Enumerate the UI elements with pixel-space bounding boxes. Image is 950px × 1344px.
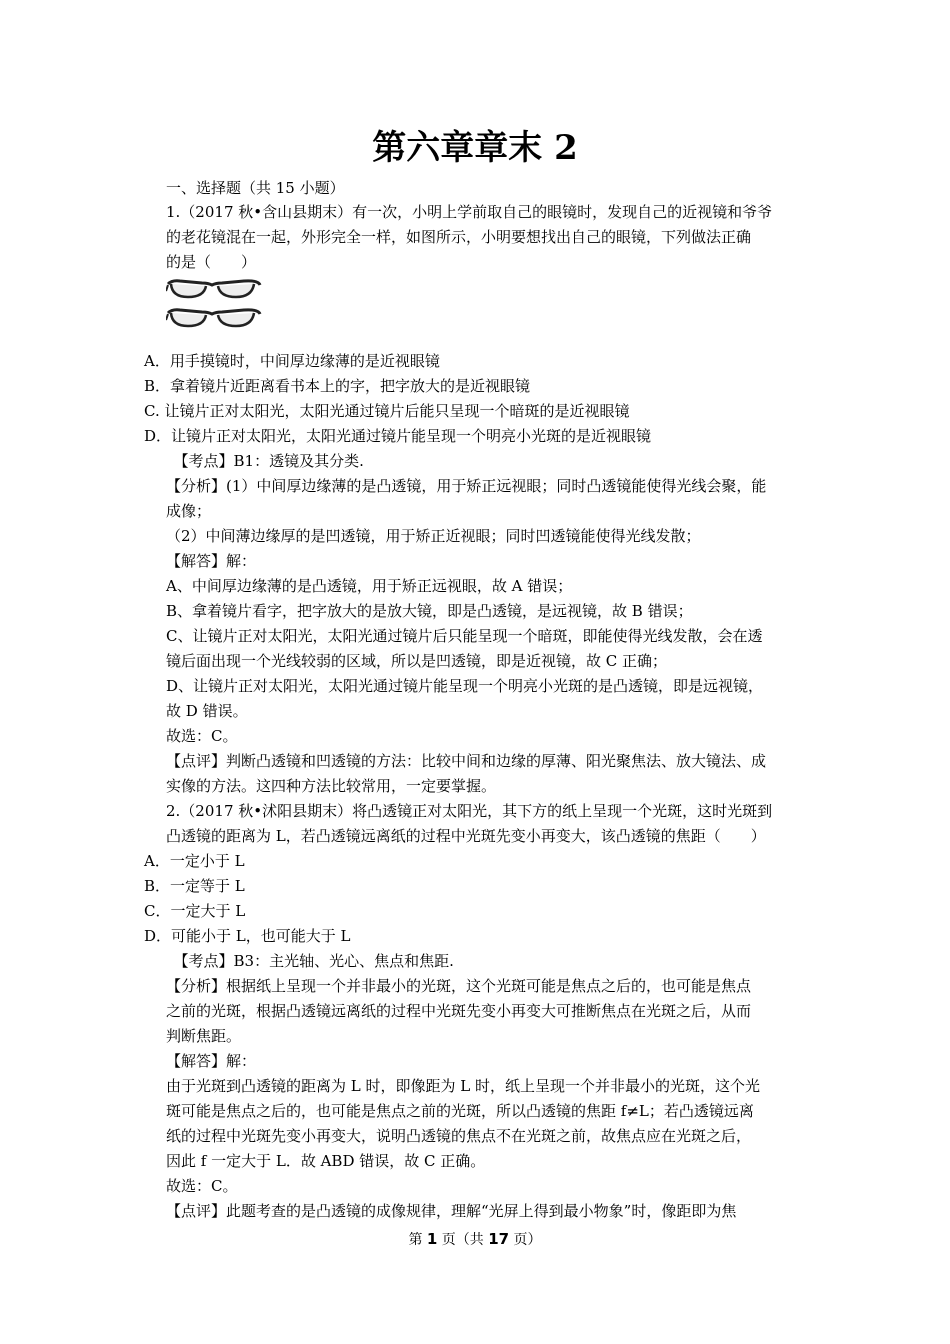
text-line: 凸透镜的距离为 L，若凸透镜远离纸的过程中光斑先变小再变大，该凸透镜的焦距（ ） [166, 827, 766, 845]
text-line: A．用手摸镜时，中间厚边缘薄的是近视眼镜 [144, 352, 440, 370]
text-line: D、让镜片正对太阳光，太阳光通过镜片能呈现一个明亮小光斑的是凸透镜，即是远视镜， [166, 677, 764, 695]
text-line: 2.（2017 秋•沭阳县期末）将凸透镜正对太阳光，其下方的纸上呈现一个光斑，这时光斑到 [166, 802, 773, 820]
total-pages: 17 [488, 1230, 510, 1248]
text-line: 【分析】根据纸上呈现一个并非最小的光斑，这个光斑可能是焦点之后的，也可能是焦点 [166, 977, 752, 995]
text-line: 之前的光斑，根据凸透镜远离纸的过程中光斑先变小再变大可推断焦点在光斑之后，从而 [166, 1002, 752, 1020]
text-line: 故 D 错误。 [166, 702, 248, 720]
eyeglasses-icon [166, 306, 262, 332]
page-title: 第六章章末 2 [372, 128, 578, 168]
text-line: 【分析】(1）中间厚边缘薄的是凸透镜，用于矫正远视眼；同时凸透镜能使得光线会聚，能 [166, 477, 767, 495]
text-line: 【解答】解： [166, 552, 257, 570]
text-line: 镜后面出现一个光线较弱的区域，所以是凹透镜，即是近视镜，故 C 正确； [166, 652, 668, 670]
text-line: 一、选择题（共 15 小题） [166, 179, 345, 197]
text-line: 故选：C。 [166, 1177, 238, 1195]
text-line: 由于光斑到凸透镜的距离为 L 时，即像距为 L 时，纸上呈现一个并非最小的光斑，这个光 [166, 1077, 760, 1095]
text-line: C. 让镜片正对太阳光，太阳光通过镜片后能只呈现一个暗斑的是近视眼镜 [144, 402, 630, 420]
text-line: A．一定小于 L [144, 852, 245, 870]
text-line: D．可能小于 L，也可能大于 L [144, 927, 351, 945]
eyeglasses-icon [166, 277, 262, 303]
text-line: 纸的过程中光斑先变小再变大，说明凸透镜的焦点不在光斑之前，故焦点应在光斑之后， [166, 1127, 752, 1145]
text-line: 1.（2017 秋•含山县期末）有一次，小明上学前取自己的眼镜时，发现自己的近视镜和爷爷 [166, 203, 773, 221]
text-line: 【点评】此题考查的是凸透镜的成像规律，理解“光屏上得到最小物象”时，像距即为焦 [166, 1202, 737, 1220]
text-line: 因此 f 一定大于 L．故 ABD 错误，故 C 正确。 [166, 1152, 486, 1170]
text-line: B、拿着镜片看字，把字放大的是放大镜，即是凸透镜，是远视镜，故 B 错误； [166, 602, 693, 620]
footer-prefix: 第 [408, 1232, 427, 1248]
page-footer [0, 1228, 950, 1251]
text-line: B．一定等于 L [144, 877, 245, 895]
text-line: （2）中间薄边缘厚的是凹透镜，用于矫正近视眼；同时凹透镜能使得光线发散； [166, 527, 701, 545]
text-line: 斑可能是焦点之后的，也可能是焦点之前的光斑，所以凸透镜的焦距 f≠L；若凸透镜远离 [166, 1102, 754, 1120]
text-line: B．拿着镜片近距离看书本上的字，把字放大的是近视眼镜 [144, 377, 531, 395]
text-line: 【考点】B1：透镜及其分类. [166, 452, 364, 470]
text-line: C、让镜片正对太阳光，太阳光通过镜片后只能呈现一个暗斑，即能使得光线发散，会在透 [166, 627, 763, 645]
text-line: C．一定大于 L [144, 902, 246, 920]
text-line: A、中间厚边缘薄的是凸透镜，用于矫正远视眼，故 A 错误； [166, 577, 573, 595]
text-line: 【考点】B3：主光轴、光心、焦点和焦距. [166, 952, 454, 970]
text-line: 判断焦距。 [166, 1027, 242, 1045]
text-line: D．让镜片正对太阳光，太阳光通过镜片能呈现一个明亮小光斑的是近视眼镜 [144, 427, 652, 445]
text-line: 故选：C。 [166, 727, 238, 745]
text-line: 【点评】判断凸透镜和凹透镜的方法：比较中间和边缘的厚薄、阳光聚焦法、放大镜法、成 [166, 752, 767, 770]
text-line: 的是（ ） [166, 253, 257, 271]
text-line: 的老花镜混在一起，外形完全一样，如图所示，小明要想找出自己的眼镜，下列做法正确 [166, 228, 752, 246]
text-line: 【解答】解： [166, 1052, 257, 1070]
text-line: 实像的方法。这四种方法比较常用，一定要掌握。 [166, 777, 497, 795]
page-number: 1 [426, 1230, 438, 1248]
footer-suffix: 页） [509, 1232, 542, 1248]
footer-middle: 页（共 [437, 1232, 489, 1248]
text-line: 成像； [166, 502, 212, 520]
